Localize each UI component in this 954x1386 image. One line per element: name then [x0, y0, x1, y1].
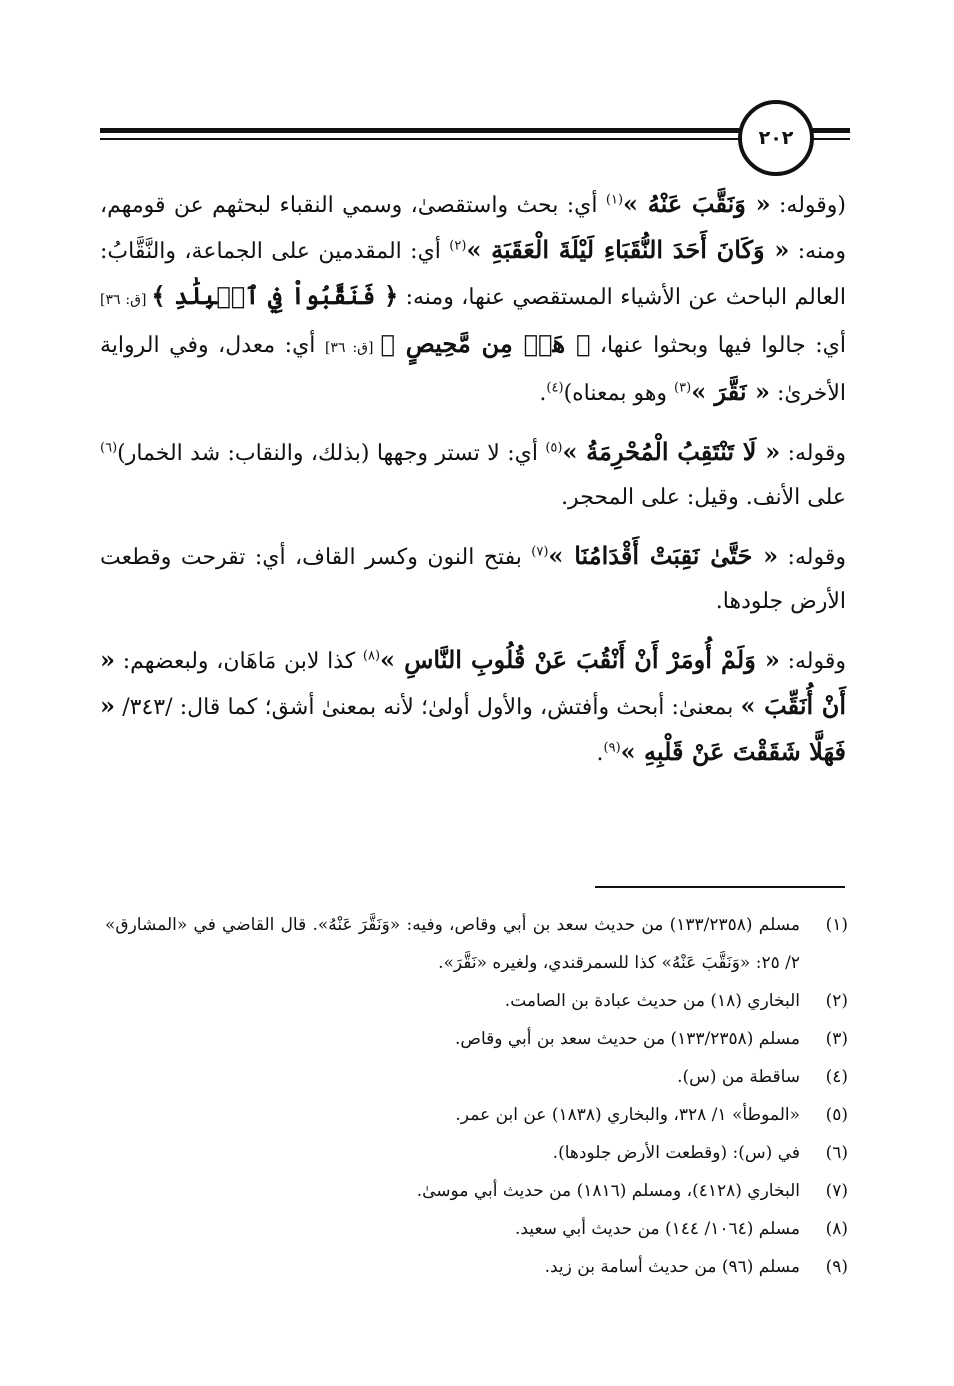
footnote-number: (٩): [825, 1257, 848, 1277]
page-number: ٢٠٢: [738, 100, 814, 176]
footnote: [105, 1134, 848, 1172]
quoted-text: « حَتَّىٰ نَقِبَتْ أَقْدَامُنَا »: [548, 541, 779, 570]
quoted-text: « نَقَّرَ »: [691, 377, 770, 406]
body-text: أي: المقدمين على الجماعة، والنَّقَّابُ: العالم الباحث عن الأشياء المستقصي عنها، ومنه:: [100, 239, 846, 310]
verse-reference: [ق: ٣٦]: [324, 340, 381, 356]
verse-reference: [ق: ٣٦]: [100, 292, 152, 308]
footnote-number: (٧): [825, 1181, 848, 1201]
body-text: كذا لابن مَاهَان، ولبعضهم:: [115, 649, 363, 674]
body-text: أي: لا تستر وجهها (بذلك، والنقاب: شد الخمار): [117, 441, 546, 466]
footnote: [105, 1172, 848, 1210]
paragraph: [100, 534, 846, 624]
footnote-text: «الموطأ» ١/ ٣٢٨، والبخاري (١٨٣٨) عن ابن عمر.: [455, 1105, 800, 1125]
quoted-text: « لَا تَنْتَقِبُ الْمُحْرِمَةُ »: [562, 437, 781, 466]
quoted-text: « فَهَلَّا شَقَقْتَ عَنْ قَلْبِهِ »: [100, 691, 846, 766]
header-rule: [100, 128, 740, 133]
footnote-ref: (١): [605, 192, 624, 208]
page-header: [100, 100, 850, 180]
footnote-ref: (٢): [449, 238, 467, 254]
quoted-text: « وَنَقَّبَ عَنْهُ »: [623, 189, 771, 218]
footnote: [105, 982, 848, 1020]
body-text: (وقوله:: [770, 193, 846, 218]
body-text: وهو بمعناه): [563, 381, 675, 406]
footnote-number: (٢): [825, 991, 848, 1011]
body-text: بفتح النون وكسر القاف، أي: تقرحت وقطعت الأرض جلودها.: [100, 545, 846, 614]
footnotes: [105, 906, 848, 1286]
footnote-ref: (٥): [545, 440, 563, 456]
body-text: وقوله:: [778, 545, 846, 570]
paragraph: [100, 182, 846, 416]
footnote-ref: (٩): [603, 740, 621, 756]
footnote-number: (٣): [825, 1029, 848, 1049]
footnote-text: مسلم (١٣٣/٢٣٥٨) من حديث سعد بن أبي وقاص.: [454, 1029, 800, 1049]
footnote-separator: [595, 886, 845, 888]
body-text: أي: معدل، وفي الرواية الأخرىٰ:: [100, 333, 846, 406]
footnote: [105, 1020, 848, 1058]
header-rule-right-thin: [810, 138, 850, 140]
footnote-number: (٨): [825, 1219, 848, 1239]
footnote-ref: (٧): [531, 544, 549, 560]
footnote: [105, 906, 848, 982]
quoted-text: ﴿ هَلۡ مِن مَّحِيصٍ ﴾: [380, 329, 591, 358]
quoted-text: ﴿ فَنَقَّبُواْ فِي ٱلۡبِلَٰدِ ﴾: [151, 281, 399, 310]
footnote-ref: (٣): [674, 380, 692, 396]
footnote: [105, 1248, 848, 1286]
footnote-number: (٤): [825, 1067, 848, 1087]
body-text: على الأنف. وقيل: على المحجر.: [561, 485, 846, 510]
body-text: .: [539, 381, 547, 406]
header-rule-thin: [100, 138, 740, 140]
quoted-text: « أَنْ أُنَقِّبَ »: [100, 645, 847, 720]
body-text: أي: جالوا فيها وبحثوا عنها،: [590, 333, 846, 358]
footnote-text: ساقطة من (س).: [677, 1067, 800, 1087]
body-text: بمعنىٰ: أبحث وأفتش، والأول أولىٰ؛ لأنه بمعنىٰ أشق؛ كما قال: /٣٤٣/: [115, 695, 741, 720]
body-text: .: [596, 741, 604, 766]
main-text: [100, 182, 846, 790]
paragraph: [100, 638, 846, 776]
footnote: [105, 1058, 848, 1096]
footnote-number: (٦): [825, 1143, 848, 1163]
footnote-ref: (٨): [362, 648, 381, 664]
body-text: وقوله:: [779, 649, 846, 674]
footnote: [105, 1096, 848, 1134]
footnote-number: (١): [825, 915, 848, 935]
footnote-text: مسلم (٩٦) من حديث أسامة بن زيد.: [544, 1257, 800, 1277]
body-text: وقوله:: [780, 441, 846, 466]
header-rule-right: [810, 128, 850, 133]
footnote-text: البخاري (١٨) من حديث عبادة بن الصامت.: [504, 991, 800, 1011]
footnote-text: مسلم (١٠٦٤/ ١٤٤) من حديث أبي سعيد.: [514, 1219, 800, 1239]
footnote-text: في (س): (وقطعت الأرض جلودها).: [552, 1143, 800, 1163]
footnote-number: (٥): [825, 1105, 848, 1125]
footnote-ref: (٤): [546, 380, 564, 396]
footnote-text: البخاري (٤١٢٨)، ومسلم (١٨١٦) من حديث أبي موسىٰ.: [416, 1181, 800, 1201]
quoted-text: « وَلَمْ أُومَرْ أَنْ أَنْقُبَ عَنْ قُلُوبِ النَّاسِ »: [380, 645, 780, 674]
footnote-text: مسلم (١٣٣/٢٣٥٨) من حديث سعد بن أبي وقاص، وفيه: «وَنَقَّرَ عَنْهُ». قال القاضي في «المشارق» ٢/ ٢٥: «وَنَقَّبَ عَنْهُ» كذا للسمرقندي، ولغيره «نَقَّرَ».: [105, 915, 800, 973]
footnote-ref: (٦): [100, 440, 118, 456]
paragraph: [100, 430, 846, 520]
quoted-text: « وَكَانَ أَحَدَ النُّقَبَاءِ لَيْلَةَ الْعَقَبَةِ »: [466, 235, 790, 264]
footnote: [105, 1210, 848, 1248]
body-text: أي: بحث واستقصىٰ، وسمي النقباء لبحثهم عن قومهم، ومنه:: [100, 193, 846, 264]
